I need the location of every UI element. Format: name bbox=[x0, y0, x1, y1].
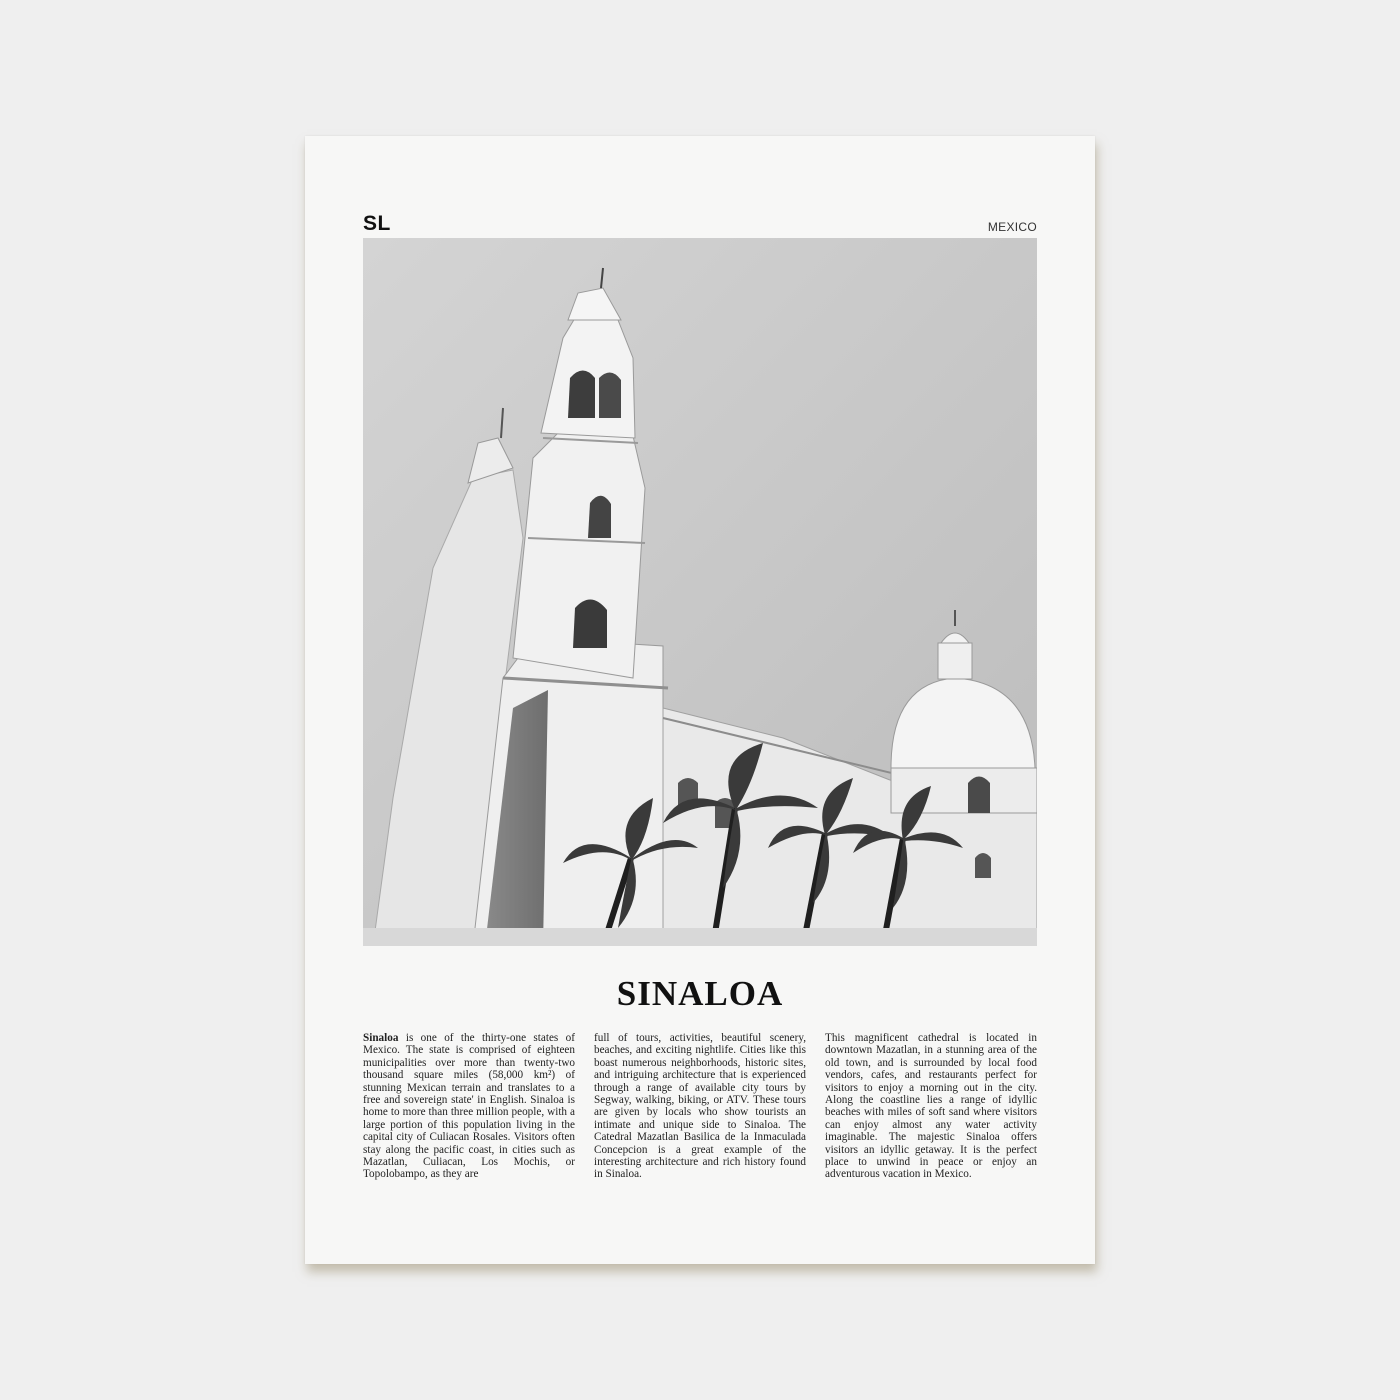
column-1-text: is one of the thirty-one states of Mexico. The state is comprised of eighteen municipalities over more than twenty-two thousand square miles (58,000 km²) of stunning Mexican terrain and translates to a free and sovereign state' in English. Sinaloa is home to more than three million people, with a large portion of this population living in the capital city of Culiacan Rosales. Visitors often stay along the pacific coast, in cities such as Mazatlan, Culiacan, Los Mochis, or Topolobampo, as they are bbox=[363, 1032, 575, 1181]
lead-word: Sinaloa bbox=[363, 1032, 399, 1044]
country-label: MEXICO bbox=[987, 220, 1037, 234]
column-3-text: This magnificent cathedral is located in downtown Mazatlan, in a stunning area of the old town, and is surrounded by local food vendors, cafes, and restaurants perfect for visitors to enjoy a morning out in the city. Along the coastline lies a range of idyllic beaches with miles of soft sand where visitors can enjoy almost any water activity imaginable. The majestic Sinaloa offers visitors an idyllic getaway. It is the perfect place to unwind in peace or enjoy an adventurous vacation in Mexico. bbox=[825, 1032, 1037, 1181]
poster bbox=[305, 136, 1095, 1264]
description-column-1 bbox=[363, 1032, 575, 1192]
cathedral-photo bbox=[363, 238, 1037, 946]
description-column-3 bbox=[825, 1032, 1037, 1192]
state-code: SL bbox=[363, 212, 391, 235]
poster-title: SINALOA bbox=[616, 974, 784, 1013]
description-column-2 bbox=[594, 1032, 806, 1192]
description-columns bbox=[363, 1032, 1037, 1192]
column-2-text: full of tours, activities, beautiful scenery, beaches, and exciting nightlife. Cities like this boast numerous neighborhoods, historic sites, and intriguing architecture that is experienced through a range of available city tours by Segway, walking, biking, or ATV. These tours are given by locals who show tourists an intimate and unique side to Sinaloa. The Catedral Mazatlan Basilica de la Inmaculada Concepcion is a great example of the interesting architecture and rich history found in Sinaloa. bbox=[594, 1032, 806, 1181]
